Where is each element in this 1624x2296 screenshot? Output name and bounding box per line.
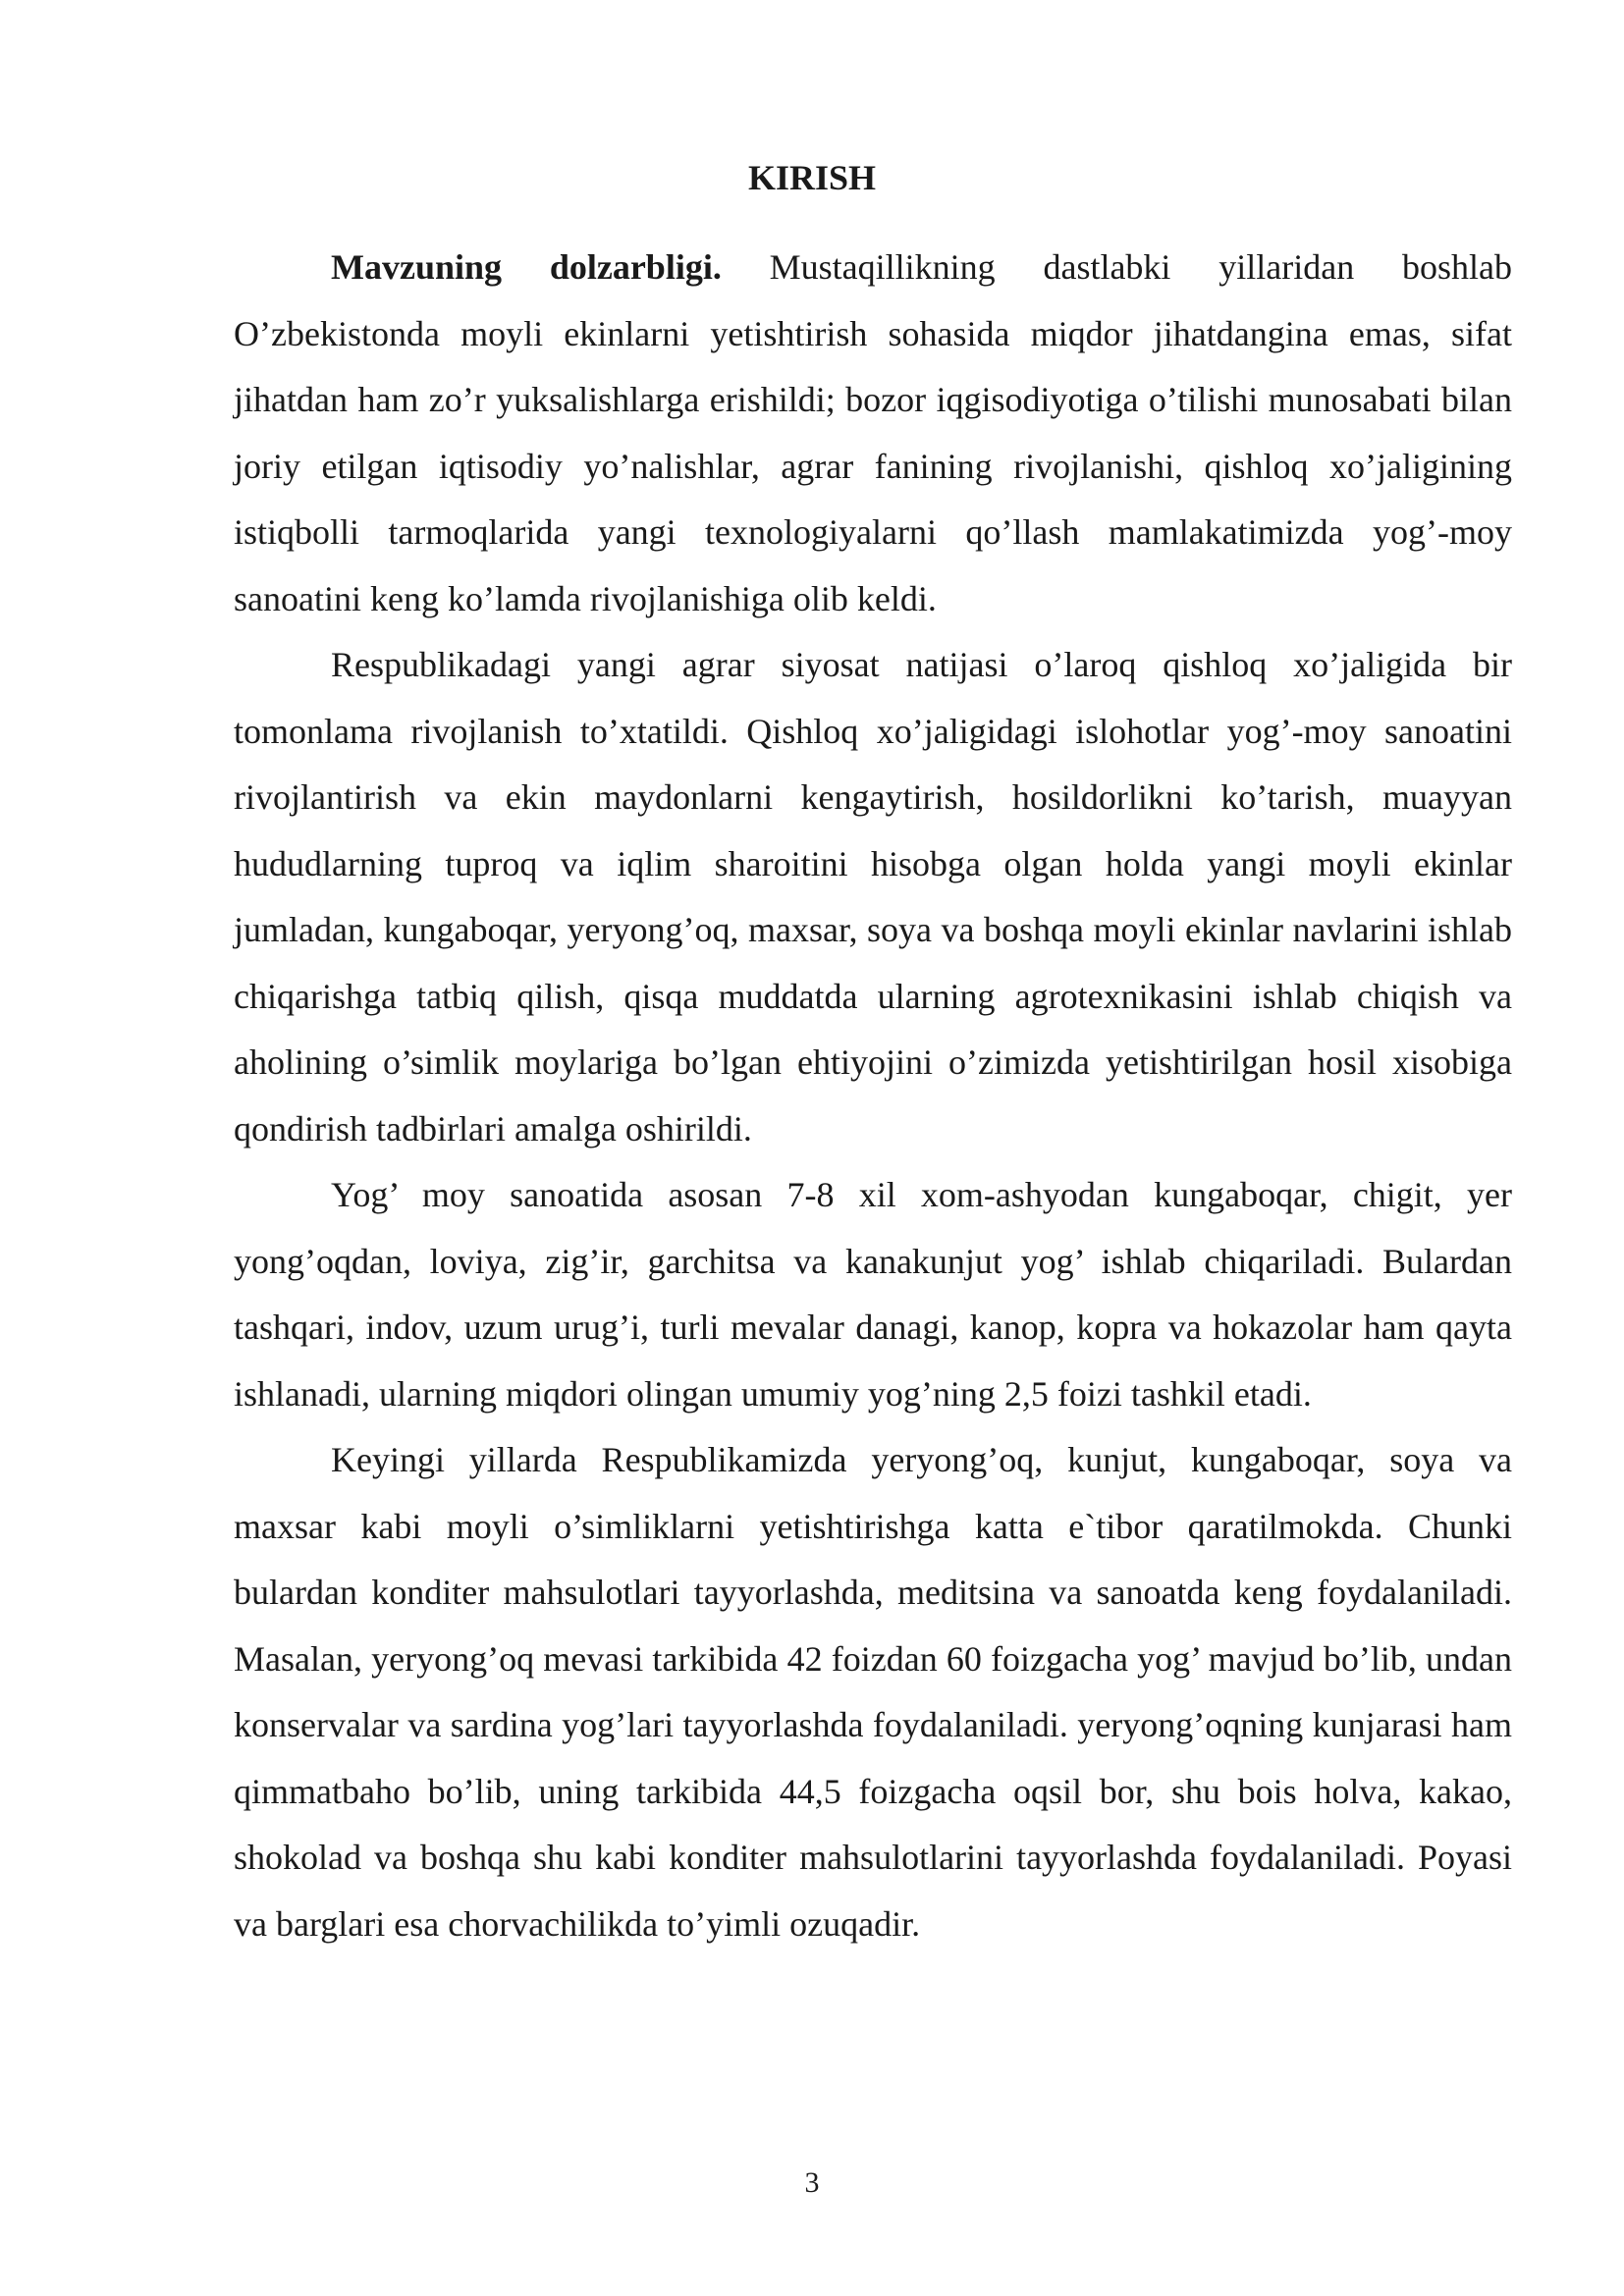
page-number: 3: [804, 2166, 820, 2199]
paragraph-2: [234, 632, 1512, 1162]
paragraph-text: Mustaqillikning dastlabki yillaridan boshlab O’zbekistonda moyli ekinlarni yetishtirish sohasida miqdor jihatdangina emas, sifat jihatdan ham zo’r yuksalishlarga erishildi; bozor iqgisodiyotiga o’tilishi munosabati bilan joriy etilgan iqtisodiy yo’nalishlar, agrar fanining rivojlanishi, qishloq xo’jaligining istiqbolli tarmoqlarida yangi texnologiyalarni qo’llash mamlakatimizda yog’-moy sanoatini keng ko’lamda rivojlanishiga olib keldi.: [234, 247, 1512, 618]
paragraph-text: Respublikadagi yangi agrar siyosat natijasi o’laroq qishloq xo’jaligida bir tomonlama rivojlanish to’xtatildi. Qishloq xo’jaligidagi islohotlar yog’-moy sanoatini rivojlantirish va ekin maydonlarni kengaytirish, hosildorlikni ko’tarish, muayyan hududlarning tuproq va iqlim sharoitini hisobga olgan holda yangi moyli ekinlar jumladan, kungaboqar, yeryong’oq, maxsar, soya va boshqa moyli ekinlar navlarini ishlab chiqarishga tatbiq qilish, qisqa muddatda ularning agrotexnikasini ishlab chiqish va aholining o’simlik moylariga bo’lgan ehtiyojini o’zimizda yetishtirilgan hosil xisobiga qondirish tadbirlari amalga oshirildi.: [234, 645, 1512, 1148]
paragraph-text: Keyingi yillarda Respublikamizda yeryong’oq, kunjut, kungaboqar, soya va maxsar kabi moyli o’simliklarni yetishtirishga katta e`tibor qaratilmokda. Chunki bulardan konditer mahsulotlari tayyorlashda, meditsina va sanoatda keng foydalaniladi. Masalan, yeryong’oq mevasi tarkibida 42 foizdan 60 foizgacha yog’ mavjud bo’lib, undan konservalar va sardina yog’lari tayyorlashda foydalaniladi. yeryong’oqning kunjarasi ham qimmatbaho bo’lib, uning tarkibida 44,5 foizgacha oqsil bor, shu bois holva, kakao, shokolad va boshqa shu kabi konditer mahsulotlarini tayyorlashda foydalaniladi. Poyasi va barglari esa chorvachilikda to’yimli ozuqadir.: [234, 1440, 1512, 1944]
paragraph-4: [234, 1427, 1512, 1957]
paragraph-lead-term: Mavzuning dolzarbligi.: [331, 247, 722, 287]
paragraph-text: Yog’ moy sanoatida asosan 7-8 xil xom-ashyodan kungaboqar, chigit, yer yong’oqdan, loviya, zig’ir, garchitsa va kanakunjut yog’ ishlab chiqariladi. Bulardan tashqari, indov, uzum urug’i, turli mevalar danagi, kanop, kopra va hokazolar ham qayta ishlanadi, ularning miqdori olingan umumiy yog’ning 2,5 foizi tashkil etadi.: [234, 1175, 1512, 1414]
body-text: [234, 235, 1512, 1957]
section-heading: KIRISH: [747, 158, 877, 197]
paragraph-3: [234, 1162, 1512, 1427]
paragraph-1: [234, 235, 1512, 632]
